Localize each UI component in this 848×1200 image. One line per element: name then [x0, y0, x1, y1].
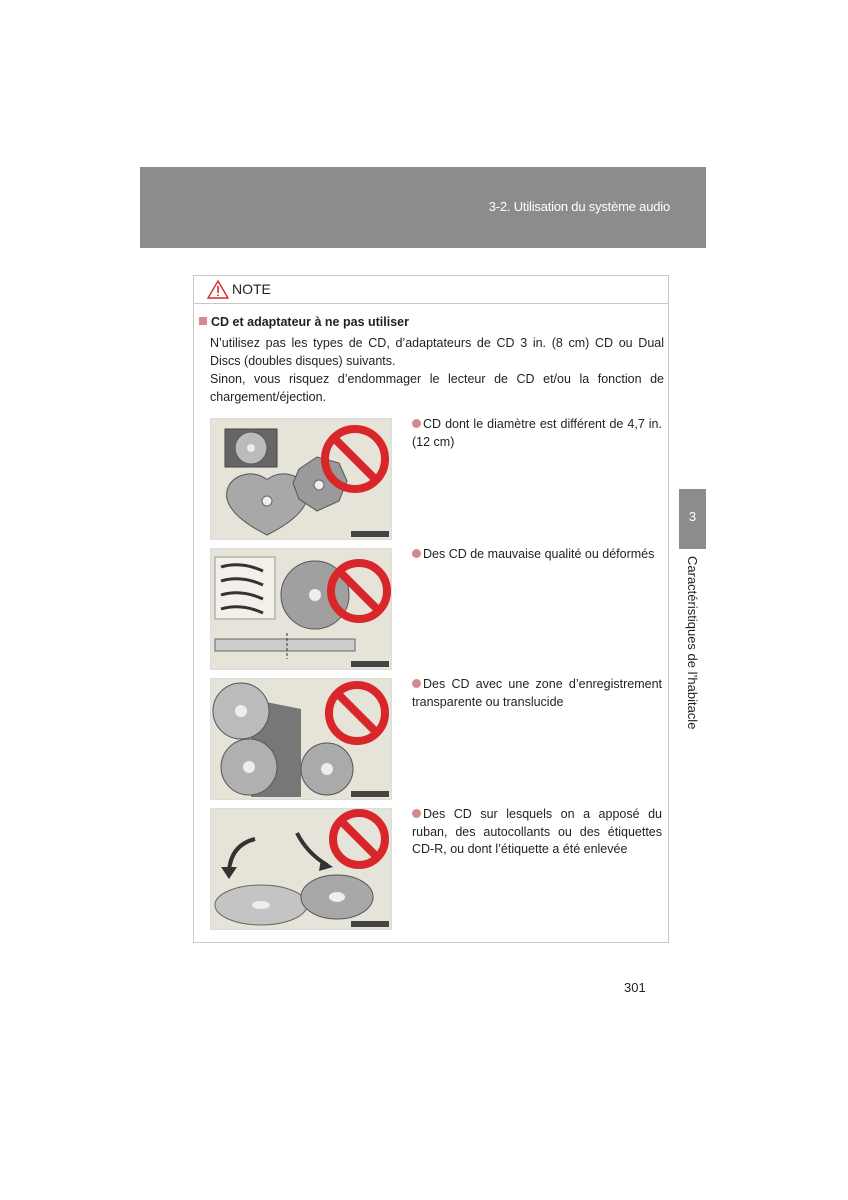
- transparent-cd-illustration: [210, 678, 392, 800]
- list-item-text: Des CD sur lesquels on a apposé du ruban, des autocollants ou des étiquettes CD-R, ou dont l’étiquette a été enlevée: [412, 807, 662, 856]
- section-title: 3-2. Utilisation du système audio: [488, 199, 670, 214]
- subheading-text: CD et adaptateur à ne pas utiliser: [211, 315, 409, 329]
- note-title: NOTE: [232, 281, 271, 297]
- chapter-number: 3: [688, 509, 697, 524]
- bullet-square-icon: [199, 317, 207, 325]
- labeled-cd-illustration: [210, 808, 392, 930]
- bullet-dot-icon: [412, 679, 421, 688]
- list-item: [412, 546, 662, 564]
- list-item-text: Des CD avec une zone d’enregistrement transparente ou translucide: [412, 677, 662, 709]
- bullet-dot-icon: [412, 809, 421, 818]
- list-item: [412, 806, 662, 859]
- damaged-cd-illustration: [210, 548, 392, 670]
- list-item: [412, 676, 662, 711]
- section-header-band: [140, 167, 706, 248]
- bullet-dot-icon: [412, 549, 421, 558]
- subheading: [199, 315, 409, 329]
- list-item: [412, 416, 662, 451]
- odd-size-cd-illustration: [210, 418, 392, 540]
- list-item-text: CD dont le diamètre est différent de 4,7 in. (12 cm): [412, 417, 662, 449]
- page-number: 301: [624, 980, 646, 995]
- intro-text: [210, 334, 664, 406]
- intro-paragraph: N’utilisez pas les types de CD, d’adaptateurs de CD 3 in. (8 cm) CD ou Dual Discs (doubles disques) suivants.: [210, 336, 664, 368]
- note-box: [193, 275, 669, 943]
- chapter-label: Caractéristiques de l’habitacle: [685, 556, 700, 730]
- intro-paragraph: Sinon, vous risquez d’endommager le lecteur de CD et/ou la fonction de chargement/éjection.: [210, 372, 664, 404]
- list-item-text: Des CD de mauvaise qualité ou déformés: [423, 547, 655, 561]
- bullet-dot-icon: [412, 419, 421, 428]
- chapter-tab: [679, 489, 706, 549]
- note-header: [194, 276, 668, 304]
- warning-icon: [207, 280, 229, 299]
